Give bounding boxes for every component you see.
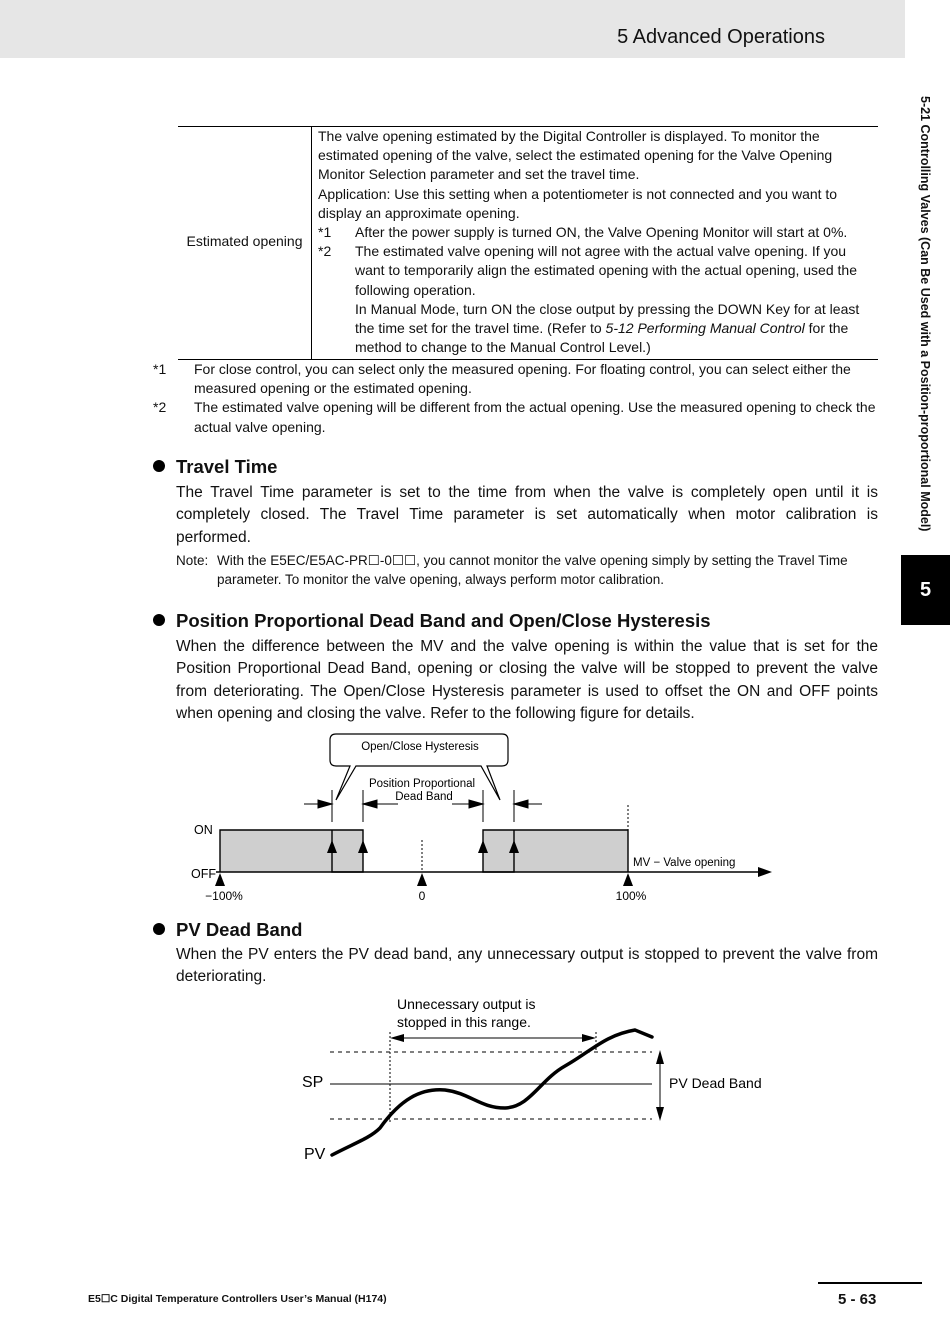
off-label: OFF (191, 867, 216, 881)
footnote-mark: *2 (153, 399, 167, 416)
travel-time-body: The Travel Time parameter is set to the time from when the valve is completely open until it is completely closed. The Travel Time parameter is set automatically when motor calibration is performed. (176, 484, 878, 546)
note-text: With the E5EC/E5AC-PR☐-0☐☐, you cannot monitor the valve opening simply by setting the Travel Time parameter. To monitor the valve opening, always perform motor calibration. (217, 553, 848, 587)
table-desc-1: The valve opening estimated by the Digital Controller is displayed. To monitor the estimated opening of the valve, select the estimated opening for the Valve Opening Monitor Selection parameter and set the travel time. (318, 128, 833, 183)
pv-dead-band-body: When the PV enters the PV dead band, any unnecessary output is stopped to prevent the valve from deteriorating. (176, 946, 878, 986)
tick-minus-100: −100% (205, 889, 243, 903)
chapter-tab: 5 (901, 555, 950, 625)
footnote-text-a: In Manual Mode, turn ON the close output by pressing the DOWN Key for at least the time set for the travel time. (Refer to (355, 300, 860, 337)
callout-line1: Unnecessary output is (397, 996, 536, 1012)
manual-title: E5☐C Digital Temperature Controllers User’s Manual (H174) (88, 1293, 387, 1305)
ppdb-body: When the difference between the MV and the valve opening is within the value that is set for the Position Proportional Dead Band, opening or closing the valve will be stopped to prevent the valve from deteriorating. The Open/Close Hysteresis parameter is used to offset the ON and OFF points when opening and closing the valve. Refer to the following figure for details. (176, 638, 878, 722)
hysteresis-label: Open/Close Hysteresis (361, 741, 479, 753)
footnote-mark: *2 (318, 243, 332, 260)
footnote-text: The estimated valve opening will not agree with the actual valve opening. If you want to temporarily align the estimated opening with the actual opening, used the following operation. (355, 243, 857, 298)
callout-line2: stopped in this range. (397, 1014, 531, 1030)
pv-curve (332, 1030, 652, 1155)
footnote-mark: *1 (318, 224, 332, 241)
table-desc-2: Application: Use this setting when a potentiometer is not connected and you want to display an approximate opening. (318, 185, 838, 221)
footer-rule (818, 1282, 922, 1284)
deadband-label-line2: Dead Band (395, 791, 453, 803)
table-label: Estimated opening (186, 233, 303, 249)
side-section-label: 5-21 Controlling Valves (Can Be Used with a Position-proportional Model) (918, 96, 932, 532)
axis-label: MV − Valve opening (633, 857, 736, 869)
pv-label: PV (304, 1146, 326, 1163)
tick-zero: 0 (418, 889, 426, 903)
heading-text: Position Proportional Dead Band and Open/Close Hysteresis (176, 610, 711, 631)
on-label: ON (194, 823, 213, 837)
footnote-text: The estimated valve opening will be different from the actual opening. Use the measured opening to check the actual valve opening. (194, 399, 876, 435)
page-number: 5 - 63 (838, 1291, 877, 1308)
heading-text: PV Dead Band (176, 919, 303, 940)
tick-plus-100: 100% (615, 889, 647, 903)
footnote-mark: *1 (153, 361, 167, 377)
chapter-title: 5 Advanced Operations (617, 26, 825, 48)
footnote-text: For close control, you can select only the measured opening. For floating control, you can select either the measured opening or the estimated opening. (194, 361, 851, 397)
pv-band-label: PV Dead Band (669, 1075, 762, 1091)
manual-reference-link[interactable]: 5-12 Performing Manual Control (605, 320, 805, 337)
sp-label: SP (302, 1074, 324, 1091)
note-label: Note: (176, 553, 209, 568)
deadband-label-line1: Position Proportional (368, 778, 476, 790)
footnote-text-b: for the method to change to the Manual Control Level.) (355, 320, 849, 356)
footnote-text: After the power supply is turned ON, the Valve Opening Monitor will start at 0%. (355, 224, 848, 241)
heading-text: Travel Time (176, 456, 278, 477)
